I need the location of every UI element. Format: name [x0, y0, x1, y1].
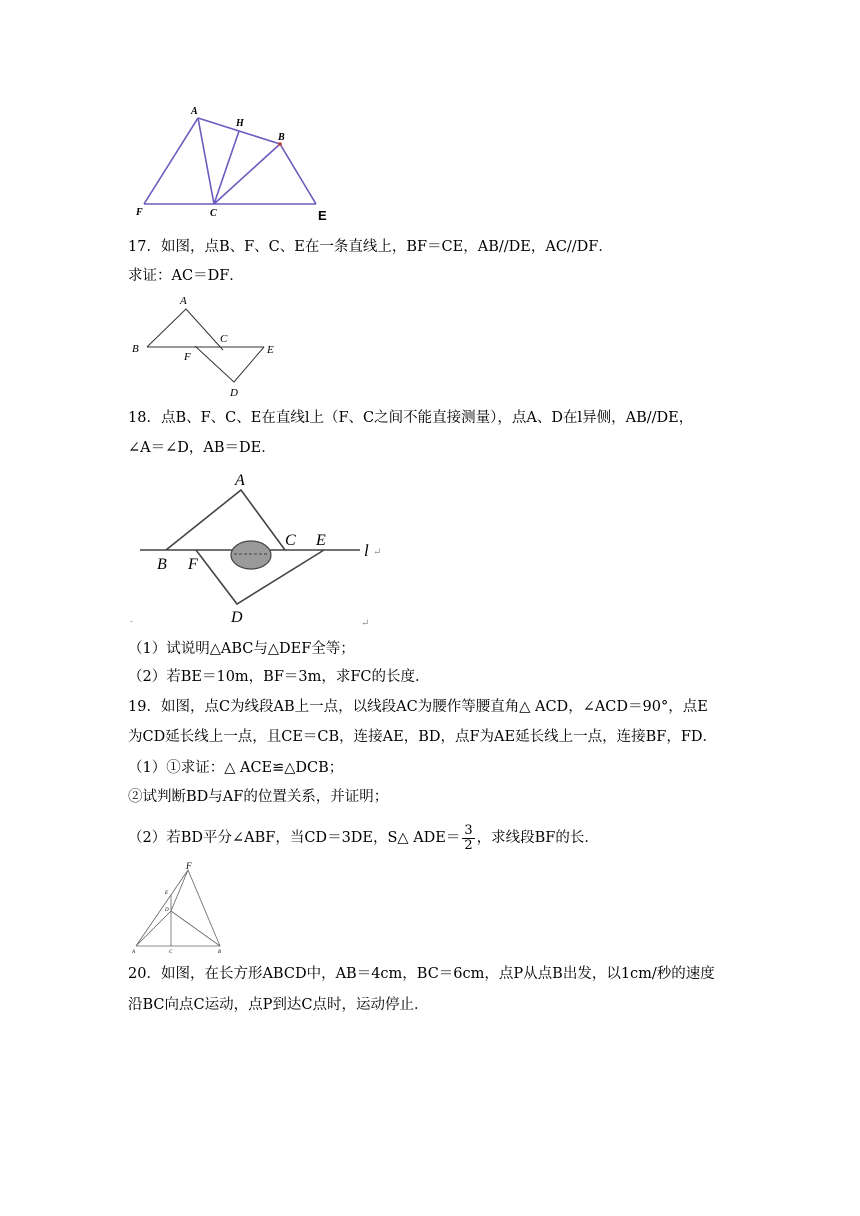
- q18-part1: （1）试说明△ABC与△DEF全等；: [128, 641, 355, 657]
- label-A: A: [235, 472, 245, 489]
- return-mark: ↵: [373, 547, 382, 558]
- label-A: A: [191, 106, 198, 117]
- q17-line2: 求证：AC＝DF．: [128, 268, 244, 284]
- label-H: H: [236, 118, 244, 129]
- label-C: C: [285, 532, 296, 549]
- label-A: A: [180, 295, 187, 307]
- q19-part2: [128, 818, 599, 858]
- q19-line2: 为CD延长线上一点，且CE＝CB，连接AE，BD，点F为AE延长线上一点，连接BF，FD．: [128, 729, 718, 745]
- label-F: F: [186, 862, 192, 871]
- figure-17: [128, 292, 288, 402]
- label-C: C: [169, 950, 173, 954]
- label-D: D: [231, 609, 243, 626]
- q19-part2-pre: （2）若BD平分∠ABF，当CD＝3DE，S△ ADE＝: [128, 830, 461, 846]
- fraction-numerator: 3: [464, 822, 473, 838]
- label-B: B: [278, 132, 285, 143]
- figure-16: [130, 100, 340, 230]
- label-B: B: [218, 950, 222, 954]
- q20-line1: 20．如图，在长方形ABCD中，AB＝4cm，BC＝6cm，点P从点B出发，以1cm/秒的速度: [128, 966, 715, 982]
- q20-line2: 沿BC向点C运动，点P到达C点时，运动停止．: [128, 997, 429, 1013]
- q18-part2: （2）若BE＝10m，BF＝3m，求FC的长度．: [128, 669, 430, 685]
- label-F: F: [188, 556, 198, 573]
- dash-mark: -: [130, 617, 134, 627]
- fraction: [462, 824, 474, 853]
- q19-part1b: ②试判断BD与AF的位置关系，并证明；: [128, 789, 389, 805]
- q18-line1: 18．点B、F、C、E在直线l上（F、C之间不能直接测量），点A、D在l异侧，AB//DE，: [128, 410, 694, 426]
- label-F: F: [184, 351, 191, 363]
- fraction-denominator: 2: [464, 837, 473, 853]
- return-mark: ↵: [361, 618, 370, 629]
- label-C: C: [210, 208, 217, 219]
- label-A: A: [132, 950, 136, 954]
- figure-19: [128, 862, 228, 954]
- label-C: C: [220, 333, 228, 345]
- label-D: D: [230, 387, 238, 399]
- label-B: B: [132, 343, 139, 355]
- label-D: D: [165, 908, 169, 913]
- label-E: E: [267, 344, 274, 356]
- q19-line1: 19．如图，点C为线段AB上一点，以线段AC为腰作等腰直角△ ACD，∠ACD＝90°，点E: [128, 699, 708, 715]
- label-E: E: [316, 532, 326, 549]
- q19-part1: （1）①求证：△ ACE≌△DCB；: [128, 760, 344, 776]
- label-E: E: [318, 208, 327, 223]
- q19-part2-post: ，求线段BF的长．: [476, 830, 599, 846]
- q17-line1: 17．如图，点B、F、C、E在一条直线上，BF＝CE，AB//DE，AC//DF．: [128, 239, 613, 255]
- label-F: F: [136, 207, 143, 218]
- q18-line2: ∠A＝∠D，AB＝DE．: [128, 440, 276, 456]
- label-B: B: [157, 556, 167, 573]
- label-E: E: [165, 891, 169, 896]
- figure-18: [128, 466, 388, 632]
- label-l: l: [364, 541, 369, 560]
